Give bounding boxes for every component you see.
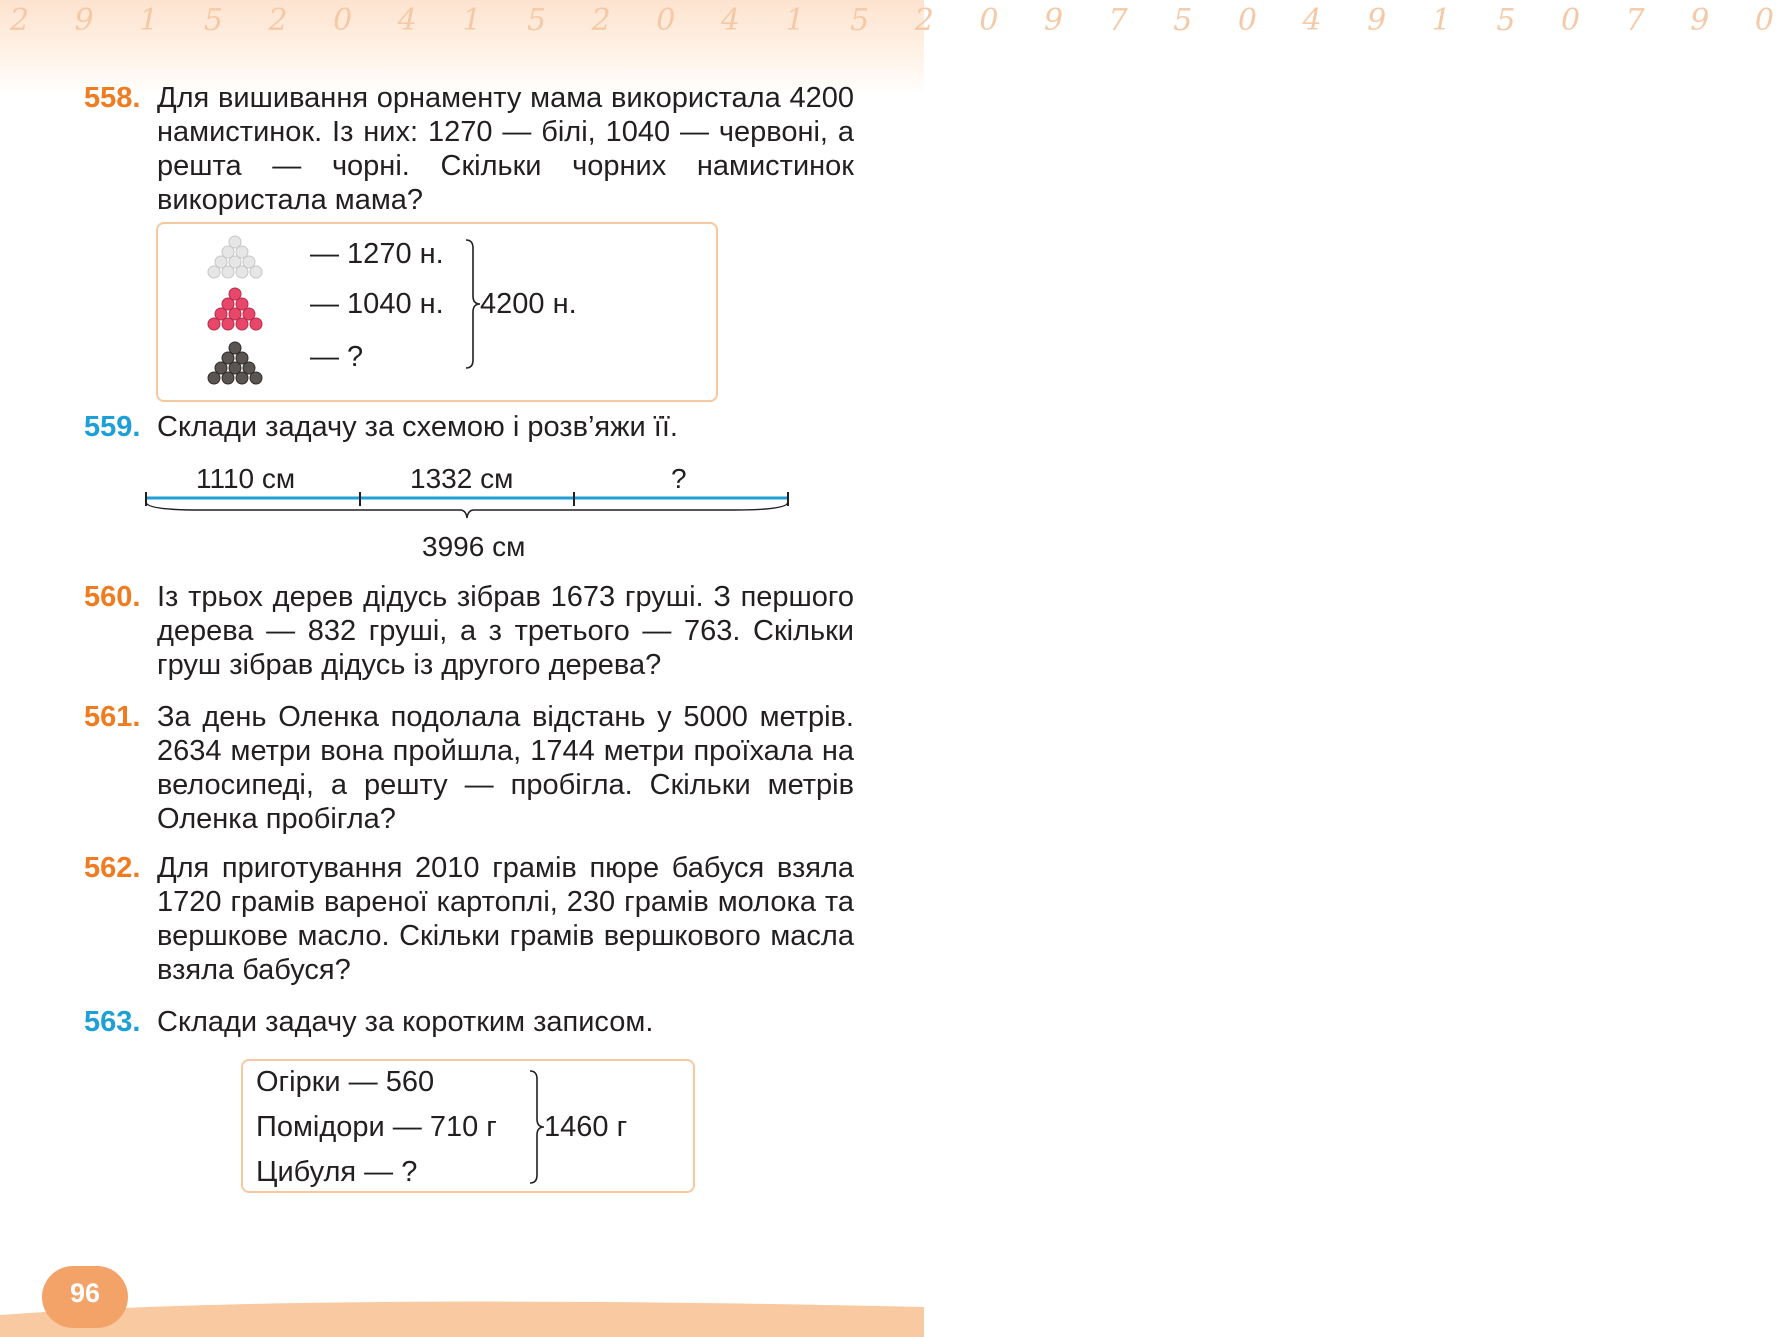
problem-number: 560. (84, 581, 141, 613)
problem-text: Із трьох дерев дідусь зібрав 1673 груші. З першого дерева — 832 груші, а з третього — 763. Скільки груш зібрав дідусь із другого дерева? (157, 581, 854, 681)
problem-558 (84, 81, 854, 217)
segment-label: 1332 см (410, 463, 514, 494)
segment-label: 1110 см (196, 463, 296, 494)
short-record-box (241, 1059, 695, 1193)
black-beads-icon (204, 338, 266, 388)
record-row: Цибуля — ? (256, 1156, 418, 1188)
page-number: 96 (69, 1278, 101, 1308)
segment-scheme (140, 488, 796, 528)
scheme-row: — 1040 н. (310, 288, 444, 320)
decor-digits: 2 9 1 5 2 0 4 1 5 2 0 4 1 5 2 0 9 7 5 0 4 9 1 5 0 7 9 0 (10, 3, 1792, 38)
problem-number: 558. (84, 82, 141, 114)
problem-560 (84, 580, 854, 682)
scheme-row: — ? (310, 341, 364, 373)
scheme-total: 3996 см (422, 531, 526, 562)
beads-scheme-box (156, 222, 718, 402)
problem-563 (84, 1005, 854, 1039)
problem-text: Склади задачу за схемою і розв’яжи її. (157, 411, 678, 443)
problem-text: За день Оленка подолала відстань у 5000 метрів. 2634 метри вона пройшла, 1744 метри проїхала на велосипеді, а решту — пробігла. Скільки метрів Оленка пробігла? (157, 701, 854, 835)
record-total: 1460 г (544, 1111, 628, 1143)
scheme-row: — 1270 н. (310, 238, 444, 270)
white-beads-icon (204, 232, 266, 282)
problem-number: 562. (84, 852, 141, 884)
problem-text: Склади задачу за коротким записом. (157, 1006, 654, 1038)
record-row: Огірки — 560 (256, 1066, 435, 1098)
problem-561 (84, 700, 854, 836)
segment-label: ? (671, 463, 687, 494)
problem-562 (84, 851, 854, 987)
problem-number: 563. (84, 1006, 141, 1038)
problem-559 (84, 410, 854, 444)
scheme-total: 4200 н. (480, 288, 577, 320)
problem-text: Для приготування 2010 грамів пюре бабуся взяла 1720 грамів вареної картоплі, 230 грамів молока та вершкове масло. Скільки грамів вершкового масла взяла бабуся? (157, 852, 854, 986)
problem-number: 561. (84, 701, 141, 733)
footer-band (0, 1285, 924, 1337)
problem-text: Для вишивання орнаменту мама використала 4200 намистинок. Із них: 1270 — білі, 1040 — червоні, а решта — чорні. Скільки чорних намистинок використала мама? (157, 82, 854, 216)
red-beads-icon (204, 284, 266, 334)
problem-number: 559. (84, 411, 141, 443)
under-brace-icon (146, 502, 788, 518)
record-row: Помідори — 710 г (256, 1111, 497, 1143)
